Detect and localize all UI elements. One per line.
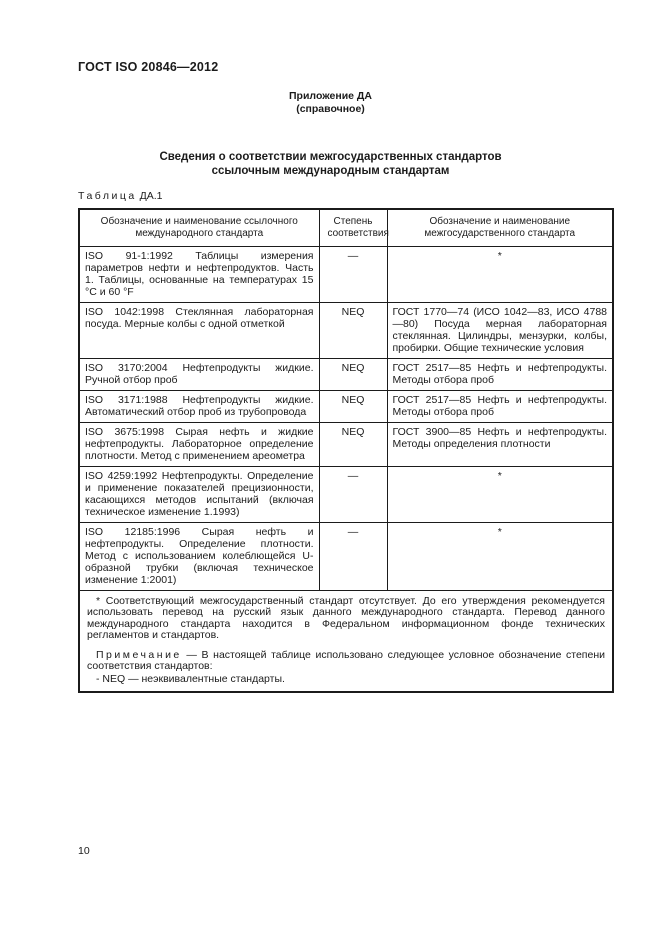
table-label: [78, 190, 162, 202]
table-row: [79, 302, 613, 358]
footnote-row: [79, 590, 613, 692]
footnote-text: * Соответствующий межгосударственный стандарт отсутствует. До его утверждения рекомендуется использовать перевод на русский язык данного международного стандарта. Перевод данного международного стандарта находится в Федеральном информационном фонде технических регламентов и стандартов.: [87, 594, 605, 641]
cell-degree-of-correspondence: NEQ: [319, 358, 387, 390]
appendix-heading: [0, 90, 661, 116]
table-label-word: Таблица: [78, 190, 137, 202]
cell-international-standard: ISO 4259:1992 Нефтепродукты. Определение и применение показателей прецизионности, касающихся методов испытаний (включая техническое изменение 1.1993): [79, 466, 319, 522]
section-title-line1: Сведения о соответствии межгосударственных стандартов: [159, 151, 502, 163]
cell-international-standard: ISO 3170:2004 Нефтепродукты жидкие. Ручной отбор проб: [79, 358, 319, 390]
cell-international-standard: ISO 3675:1998 Сырая нефть и жидкие нефтепродукты. Лабораторное определение плотности. Метод с применением ареометра: [79, 422, 319, 466]
cell-interstate-standard: *: [387, 246, 613, 302]
page-number: 10: [78, 845, 90, 857]
cell-interstate-standard: *: [387, 466, 613, 522]
table-head: [79, 209, 613, 246]
cell-degree-of-correspondence: —: [319, 246, 387, 302]
appendix-subtitle: (справочное): [296, 103, 365, 115]
cell-interstate-standard: ГОСТ 3900—85 Нефть и нефтепродукты. Методы определения плотности: [387, 422, 613, 466]
table-body: [79, 246, 613, 590]
table-header-row: [79, 209, 613, 246]
table-row: [79, 466, 613, 522]
cell-interstate-standard: ГОСТ 2517—85 Нефть и нефтепродукты. Методы отбора проб: [387, 390, 613, 422]
doc-reference: ГОСТ ISO 20846—2012: [78, 60, 219, 74]
table-row: [79, 246, 613, 302]
cell-degree-of-correspondence: NEQ: [319, 422, 387, 466]
cell-international-standard: ISO 12185:1996 Сырая нефть и нефтепродукты. Определение плотности. Метод с использованием колеблющейся U-образной трубки (включая техническое изменение 1:2001): [79, 522, 319, 590]
table-label-number: ДА.1: [139, 190, 163, 202]
column-header-international-standard: Обозначение и наименование ссылочного международного стандарта: [79, 209, 319, 246]
column-header-interstate-standard: Обозначение и наименование межгосударственного стандарта: [387, 209, 613, 246]
cell-international-standard: ISO 1042:1998 Стеклянная лабораторная посуда. Мерные колбы с одной отметкой: [79, 302, 319, 358]
table-footnote-section: [79, 590, 613, 692]
section-title: [0, 150, 661, 178]
cell-degree-of-correspondence: —: [319, 522, 387, 590]
cell-interstate-standard: ГОСТ 1770—74 (ИСО 1042—83, ИСО 4788—80) Посуда мерная лабораторная стеклянная. Цилиндры, мензурки, колбы, пробирки. Общие технические условия: [387, 302, 613, 358]
cell-degree-of-correspondence: NEQ: [319, 390, 387, 422]
footnote-cell: [79, 590, 613, 692]
table-row: [79, 522, 613, 590]
cell-interstate-standard: ГОСТ 2517—85 Нефть и нефтепродукты. Методы отбора проб: [387, 358, 613, 390]
note-item-neq: - NEQ — неэквивалентные стандарты.: [96, 672, 285, 685]
table-row: [79, 422, 613, 466]
cell-international-standard: ISO 3171:1988 Нефтепродукты жидкие. Автоматический отбор проб из трубопровода: [79, 390, 319, 422]
cell-degree-of-correspondence: —: [319, 466, 387, 522]
cell-international-standard: ISO 91-1:1992 Таблицы измерения параметров нефти и нефтепродуктов. Часть 1. Таблицы, основанные на температурах 15 °С и 60 °F: [79, 246, 319, 302]
cell-interstate-standard: *: [387, 522, 613, 590]
section-title-line2: ссылочным международным стандартам: [211, 165, 450, 177]
table-row: [79, 390, 613, 422]
table-row: [79, 358, 613, 390]
cell-degree-of-correspondence: NEQ: [319, 302, 387, 358]
note-paragraph: [87, 650, 605, 673]
standards-correspondence-table: [78, 208, 614, 693]
note-label: Примечание: [96, 648, 182, 661]
note-text: — В настоящей таблице использовано следующее условное обозначение степени соответствия стандартов:: [87, 648, 605, 672]
column-header-degree: Степень соответствия: [319, 209, 387, 246]
appendix-title: Приложение ДА: [289, 90, 372, 102]
